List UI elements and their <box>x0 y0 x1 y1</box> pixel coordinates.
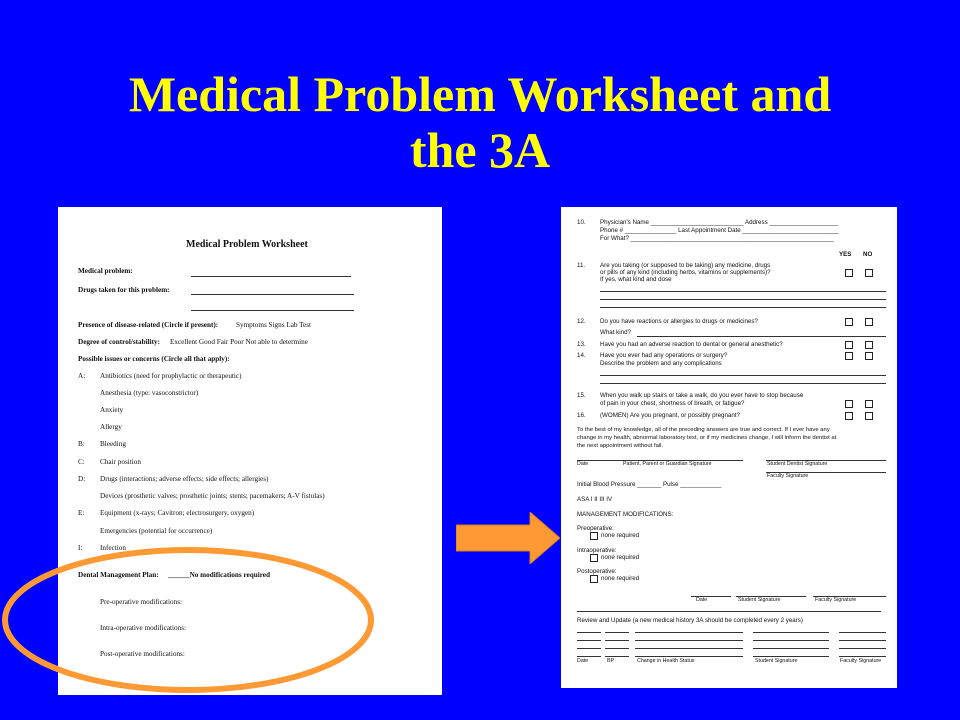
answer-line <box>600 291 886 292</box>
intra-op-label: Intra-operative modifications: <box>100 624 187 632</box>
q12-no-checkbox[interactable] <box>865 318 873 326</box>
review-cell-line <box>605 640 629 641</box>
review-cell-line <box>635 656 743 657</box>
q16-yes-checkbox[interactable] <box>845 412 853 420</box>
answer-line <box>600 375 886 376</box>
review-cell-line <box>635 632 743 633</box>
blood-pressure-line: Initial Blood Pressure _______ Pulse ____________ <box>577 481 722 488</box>
item-letter: D: <box>78 475 86 483</box>
medical-problem-line <box>191 276 351 277</box>
q16-no-checkbox[interactable] <box>865 412 873 420</box>
answer-line <box>600 383 886 384</box>
col-student-label: Student Signature <box>755 658 798 664</box>
concerns-label: Possible issues or concerns (Circle all that apply): <box>78 355 230 363</box>
item-text: Chair position <box>100 458 141 466</box>
review-cell-line <box>577 648 601 649</box>
review-cell-line <box>839 632 886 633</box>
review-cell-line <box>605 656 629 657</box>
col-date-label: Date <box>577 658 589 664</box>
presence-label: Presence of disease-related (Circle if present): <box>78 321 219 329</box>
attest-line2: change in my health, abnormal laboratory test, or if my medicines change, I will inform the dentist at <box>577 435 837 441</box>
q10-number: 10. <box>577 219 586 226</box>
q13-yes-checkbox[interactable] <box>845 341 853 349</box>
plan-label: Dental Management Plan: <box>78 571 159 579</box>
q13-no-checkbox[interactable] <box>865 341 873 349</box>
item-text: Anesthesia (type: vasoconstrictor) <box>100 389 199 397</box>
sig-patient-label: Patient, Parent or Guardian Signature <box>623 461 712 467</box>
q15-line2: of pain in your chest, shortness of breath, or fatigue? <box>600 400 745 407</box>
q14-no-checkbox[interactable] <box>865 352 873 360</box>
review-cell-line <box>753 640 829 641</box>
review-cell-line <box>839 640 886 641</box>
review-cell-line <box>839 656 886 657</box>
postop-label: Postoperative: <box>577 568 617 575</box>
no-header: NO <box>863 251 873 258</box>
foot-faculty-label: Faculty Signature <box>815 597 857 603</box>
q15-number: 15. <box>577 392 586 399</box>
highlight-oval <box>0 545 380 695</box>
control-options: Excellent Good Fair Poor Not able to determine <box>170 338 308 346</box>
col-change-label: Change in Health Status <box>637 658 695 664</box>
pre-op-label: Pre-operative modifications: <box>100 598 183 606</box>
presence-options: Symptoms Signs Lab Test <box>236 321 312 329</box>
preop-none-checkbox[interactable] <box>590 532 598 540</box>
item-text: Antibiotics (need for prophylactic or therapeutic) <box>100 372 242 380</box>
q11-number: 11. <box>577 262 586 269</box>
item-text: Anxiety <box>100 406 124 414</box>
worksheet-heading: Medical Problem Worksheet <box>186 239 308 250</box>
item-text: Bleeding <box>100 440 126 448</box>
q10-line1: Physician's Name ___________________________ Address ____________________ <box>600 219 839 226</box>
asa-line: ASA I II III IV <box>577 496 613 503</box>
item-text: Equipment (x-rays; Cavitron; electrosurgery, oxygen) <box>100 509 255 517</box>
q14-line2: Describe the problem and any complications <box>600 360 722 367</box>
q15-no-checkbox[interactable] <box>865 400 873 408</box>
foot-date-label: Date <box>696 597 708 603</box>
none-required: none required <box>601 532 640 539</box>
attest-line1: To the best of my knowledge, all of the preceding answers are true and correct. If I ever have any <box>577 427 830 433</box>
answer-line <box>600 299 886 300</box>
right-arrow-icon <box>456 512 560 564</box>
q10-line2: Phone # _______________ Last Appointment Date ____________________________ <box>600 227 839 234</box>
q12-line1: Do you have reactions or allergies to drugs or medicines? <box>600 318 758 325</box>
foot-student-label: Student Signature <box>738 597 781 603</box>
q14-number: 14. <box>577 352 586 359</box>
medical-problem-label: Medical problem: <box>78 267 133 275</box>
none-required: none required <box>601 575 640 582</box>
q10-line3: For What? ___________________________________________________________ <box>600 235 834 242</box>
q11-line2: or pills of any kind (including herbs, vitamins or supplements)? <box>600 269 771 276</box>
review-cell-line <box>635 640 743 641</box>
attest-line3: the next appointment without fail. <box>577 443 664 449</box>
item-letter: C: <box>78 458 85 466</box>
sig-student-label: Student Dentist Signature <box>767 461 828 467</box>
answer-line <box>600 307 886 308</box>
post-op-label: Post-operative modifications: <box>100 650 185 658</box>
item-letter: E: <box>78 509 85 517</box>
mgmt-heading: MANAGEMENT MODIFICATIONS: <box>577 511 674 518</box>
drugs-taken-label: Drugs taken for this problem: <box>78 286 170 294</box>
intraop-none-checkbox[interactable] <box>590 554 598 562</box>
q14-yes-checkbox[interactable] <box>845 352 853 360</box>
review-cell-line <box>753 632 829 633</box>
col-bp-label: BP <box>607 658 615 664</box>
q15-yes-checkbox[interactable] <box>845 400 853 408</box>
review-heading: Review and Update (a new medical history 3A should be completed every 2 years) <box>577 617 803 624</box>
q13-number: 13. <box>577 341 586 348</box>
intraop-label: Intraoperative: <box>577 547 617 554</box>
q16-number: 16. <box>577 412 586 419</box>
slide-title <box>0 66 960 178</box>
review-cell-line <box>753 648 829 649</box>
q11-yes-checkbox[interactable] <box>845 269 853 277</box>
q12-yes-checkbox[interactable] <box>845 318 853 326</box>
item-letter: I: <box>78 544 83 552</box>
item-letter: B: <box>78 440 85 448</box>
none-required: none required <box>601 554 640 561</box>
review-cell-line <box>839 648 886 649</box>
q12-number: 12. <box>577 318 586 325</box>
q12-line2: What kind? <box>600 329 631 336</box>
item-letter: A: <box>78 372 86 380</box>
review-cell-line <box>605 648 629 649</box>
divider <box>577 611 881 612</box>
item-text: Allergy <box>100 423 122 431</box>
q14-line1: Have you ever had any operations or surgery? <box>600 352 728 359</box>
review-cell-line <box>577 640 601 641</box>
review-cell-line <box>635 648 743 649</box>
item-text: Devices (prosthetic valves; prosthetic joints; stents; pacemakers; A-V fistulas) <box>100 492 325 500</box>
item-text: Emergencies (potential for occurrence) <box>100 527 213 535</box>
drugs-line-2 <box>191 310 354 311</box>
col-faculty-label: Faculty Signature <box>840 658 882 664</box>
control-label: Degree of control/stability: <box>78 338 160 346</box>
yes-header: YES <box>839 251 852 258</box>
sig-date-label: Date <box>577 461 589 467</box>
review-cell-line <box>753 656 829 657</box>
postop-none-checkbox[interactable] <box>590 575 598 583</box>
sig-faculty-label: Faculty Signature <box>767 473 809 479</box>
form-3a <box>561 207 897 688</box>
q11-line1: Are you taking (or supposed to be taking) any medicine, drugs <box>600 262 771 269</box>
q13-line1: Have you had an adverse reaction to dental or general anesthetic? <box>600 341 783 348</box>
review-cell-line <box>605 632 629 633</box>
item-text: Infection <box>100 544 126 552</box>
answer-line <box>637 336 886 337</box>
plan-value: ______No modifications required <box>168 571 270 579</box>
slide-title-line2: the 3A <box>409 122 551 178</box>
q16-line1: (WOMEN) Are you pregnant, or possibly pregnant? <box>600 412 740 419</box>
item-text: Drugs (interactions; adverse effects; side effects; allergies) <box>100 475 269 483</box>
q11-line3: If yes, what kind and dose <box>600 276 672 283</box>
q15-line1: When you walk up stairs or take a walk, do you ever have to stop because <box>600 392 804 399</box>
preop-label: Preoperative: <box>577 525 614 532</box>
review-cell-line <box>577 632 601 633</box>
drugs-line-1 <box>191 294 354 295</box>
slide-title-line1: Medical Problem Worksheet and <box>128 66 832 122</box>
review-cell-line <box>577 656 601 657</box>
q11-no-checkbox[interactable] <box>865 269 873 277</box>
